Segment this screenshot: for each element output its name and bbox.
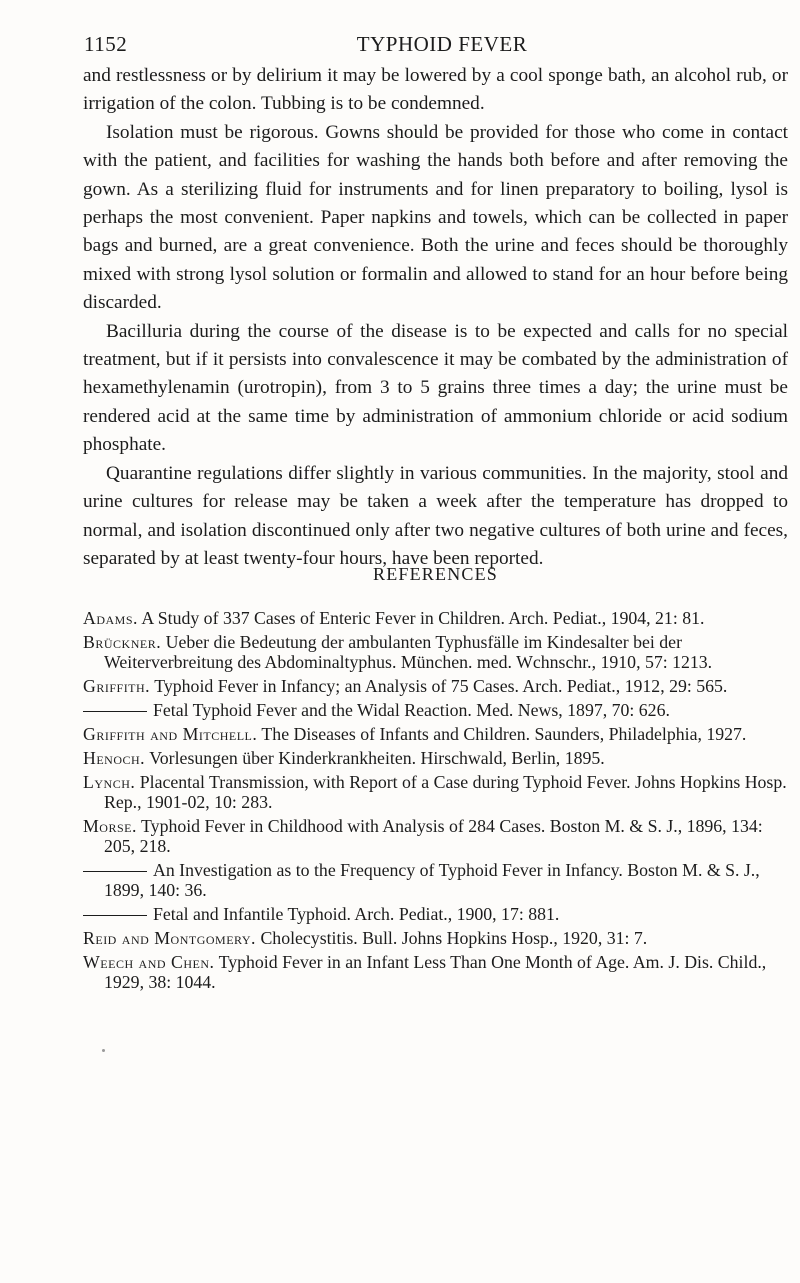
body-text (83, 62, 788, 573)
ditto-dash (83, 711, 147, 712)
reference-text: Fetal Typhoid Fever and the Widal Reaction. Med. News, 1897, 70: 626. (153, 700, 670, 720)
reference-item (83, 816, 788, 856)
reference-item (83, 676, 788, 696)
ditto-dash (83, 915, 147, 916)
paper-speck (102, 1049, 105, 1052)
reference-text: Fetal and Infantile Typhoid. Arch. Pediat., 1900, 17: 881. (153, 904, 560, 924)
paragraph-bacilluria: Bacilluria during the course of the disease is to be expected and calls for no special treatment, but if it persists into convalescence it may be combated by the administration of hexamethylenamin (urotropin), from 3 to 5 grains three times a day; the urine must be rendered acid at the same time by administration of ammonium chloride or acid sodium phosphate. (83, 320, 788, 456)
reference-item (83, 860, 788, 900)
page-number: 1152 (84, 32, 128, 56)
paragraph-quarantine: Quarantine regulations differ slightly in various communities. In the majority, stool and urine cultures for release may be taken a week after the temperature has dropped to normal, and isolation discontinued only after two negative cultures of both urine and feces, separated by at least twenty-four hours, have been reported. (83, 462, 788, 569)
reference-item (83, 608, 788, 628)
reference-author: Adams. (83, 608, 138, 628)
paragraph-continuation: and restlessness or by delirium it may be lowered by a cool sponge bath, an alcohol rub, or irrigation of the colon. Tubbing is to be condemned. (83, 65, 788, 115)
reference-text: An Investigation as to the Frequency of Typhoid Fever in Infancy. Boston M. & S. J., 1899, 140: 36. (104, 860, 760, 900)
reference-item (83, 632, 788, 672)
reference-item (83, 772, 788, 812)
reference-author: Griffith and Mitchell. (83, 724, 258, 744)
reference-text: Placental Transmission, with Report of a Case during Typhoid Fever. Johns Hopkins Hosp. Rep., 1901-02, 10: 283. (104, 772, 787, 812)
reference-author: Morse. (83, 816, 137, 836)
running-head (84, 32, 760, 62)
reference-author: Brückner. (83, 632, 162, 652)
reference-text: Typhoid Fever in Childhood with Analysis of 284 Cases. Boston M. & S. J., 1896, 134: 205, 218. (104, 816, 763, 856)
reference-item (83, 904, 788, 924)
reference-text: Typhoid Fever in an Infant Less Than One Month of Age. Am. J. Dis. Child., 1929, 38: 1044. (104, 952, 767, 992)
reference-item (83, 724, 788, 744)
reference-item (83, 928, 788, 948)
paragraph-isolation: Isolation must be rigorous. Gowns should be provided for those who come in contact with the patient, and facilities for washing the hands both before and after removing the gown. As a sterilizing fluid for instruments and for linen preparatory to boiling, lysol is perhaps the most convenient. Paper napkins and towels, which can be collected in paper bags and burned, are a great convenience. Both the urine and feces should be thoroughly mixed with strong lysol solution or formalin and allowed to stand for an hour before being discarded. (83, 121, 788, 314)
reference-item (83, 700, 788, 720)
reference-text: Vorlesungen über Kinderkrankheiten. Hirschwald, Berlin, 1895. (145, 748, 605, 768)
reference-author: Weech and Chen. (83, 952, 215, 972)
ditto-dash (83, 871, 147, 872)
reference-text: Cholecystitis. Bull. Johns Hopkins Hosp., 1920, 31: 7. (256, 928, 648, 948)
running-title: TYPHOID FEVER (356, 32, 528, 56)
references-list (83, 608, 788, 996)
reference-text: Typhoid Fever in Infancy; an Analysis of 75 Cases. Arch. Pediat., 1912, 29: 565. (150, 676, 728, 696)
reference-text: Ueber die Bedeutung der ambulanten Typhusfälle im Kindesalter bei der Weiterverbreitung des Abdominaltyphus. München. med. Wchnschr., 1910, 57: 1213. (104, 632, 713, 672)
reference-text: A Study of 337 Cases of Enteric Fever in Children. Arch. Pediat., 1904, 21: 81. (137, 608, 705, 628)
reference-author: Griffith. (83, 676, 151, 696)
reference-author: Reid and Montgomery. (83, 928, 256, 948)
reference-author: Lynch. (83, 772, 136, 792)
reference-item (83, 952, 788, 992)
references-heading: REFERENCES (372, 564, 499, 584)
reference-item (83, 748, 788, 768)
reference-text: The Diseases of Infants and Children. Saunders, Philadelphia, 1927. (257, 724, 747, 744)
reference-author: Henoch. (83, 748, 146, 768)
